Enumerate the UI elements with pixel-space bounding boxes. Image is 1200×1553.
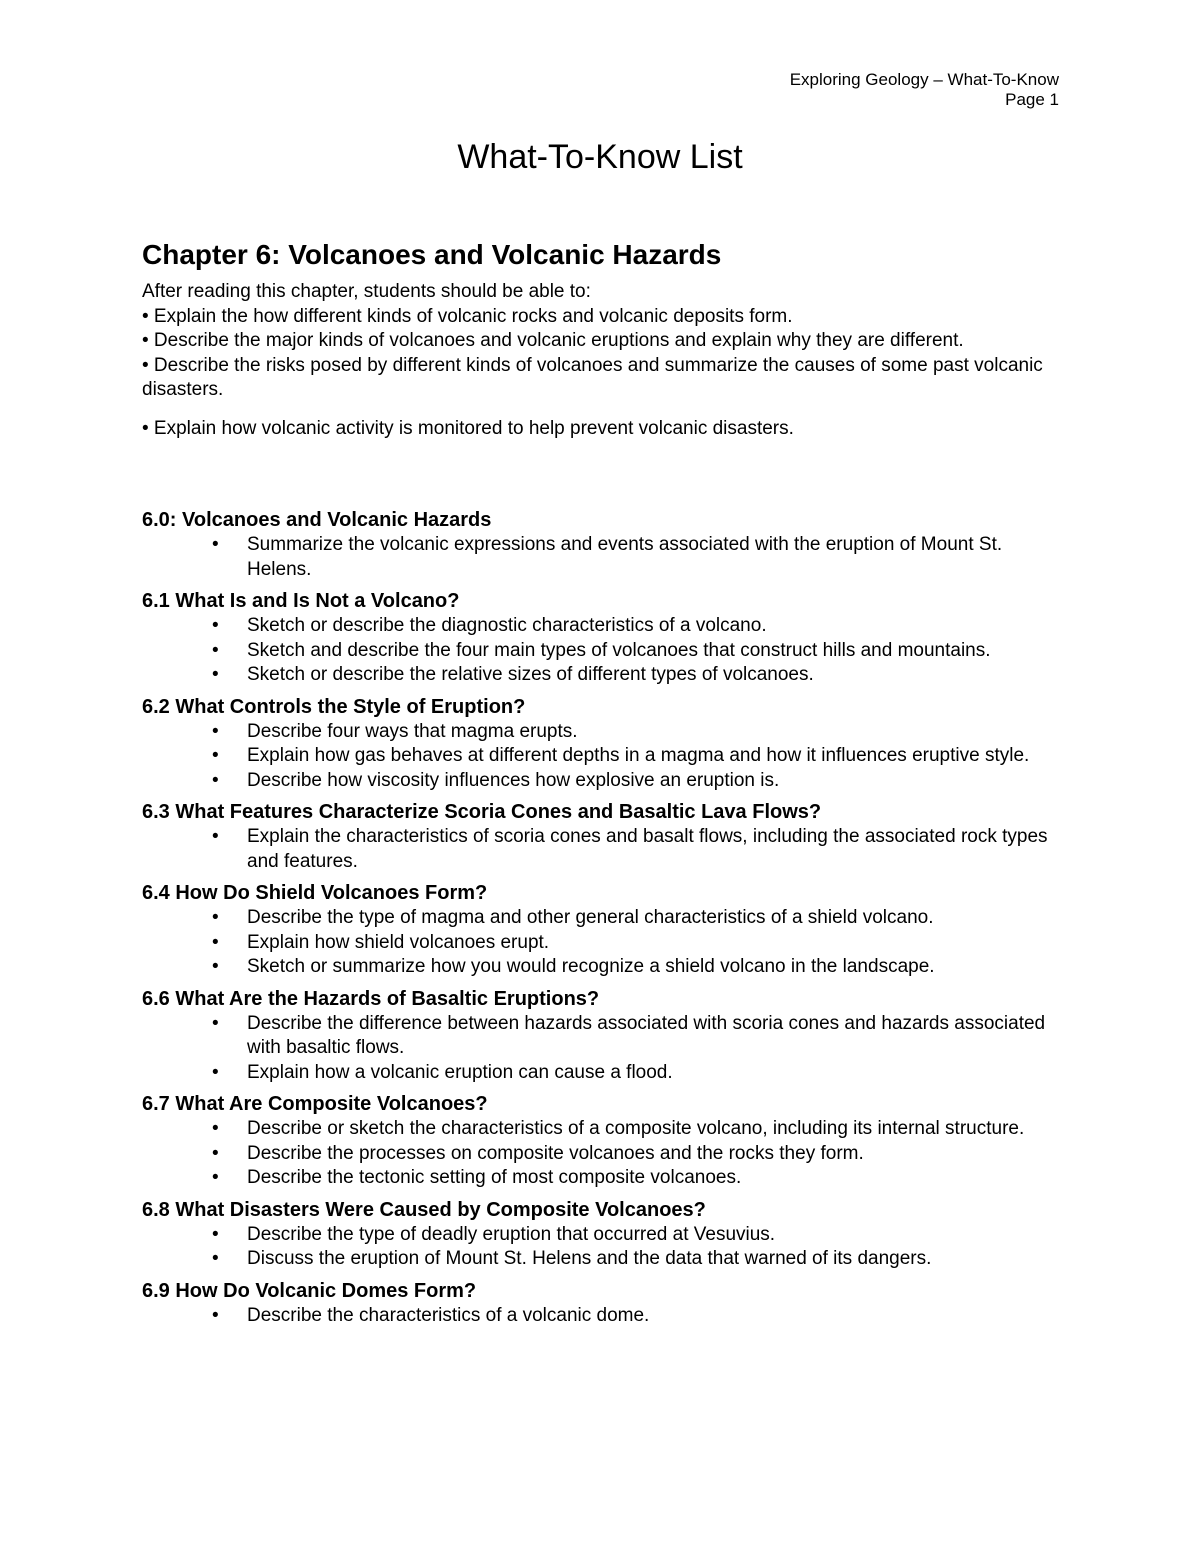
list-item [142, 906, 1062, 931]
bullet-icon: • [212, 907, 219, 928]
list-item-text: Describe the characteristics of a volcanic dome. [247, 1304, 650, 1326]
list-item [142, 1061, 1062, 1086]
list-item-text: Describe the type of deadly eruption that occurred at Vesuvius. [247, 1223, 776, 1245]
bullet-icon: • [212, 769, 219, 791]
section-heading: 6.3 What Features Characterize Scoria Cones and Basaltic Lava Flows? [142, 801, 822, 823]
bullet-icon: • [212, 639, 219, 661]
list-item-text: Sketch or summarize how you would recognize a shield volcano in the landscape. [247, 956, 935, 977]
section-heading: 6.7 What Are Composite Volcanoes? [142, 1093, 488, 1115]
section-list [142, 507, 1062, 1328]
bullet-icon: • [212, 1304, 219, 1326]
list-item [142, 825, 1062, 874]
intro-text: After reading this chapter, students should be able to: [142, 281, 591, 302]
header-title: Exploring Geology – What-To-Know [789, 70, 1059, 89]
section-bullet-list [142, 533, 1062, 582]
list-item [142, 639, 1062, 664]
bullet-icon: • [212, 1118, 219, 1139]
section-heading: 6.1 What Is and Is Not a Volcano? [142, 590, 460, 612]
list-item-text: Describe the processes on composite volcanoes and the rocks they form. [247, 1142, 864, 1164]
bullet-icon: • [212, 956, 219, 977]
list-item [142, 1223, 1062, 1248]
section-heading: 6.2 What Controls the Style of Eruption? [142, 695, 526, 718]
list-item-text: Summarize the volcanic expressions and events associated with the eruption of Mount St. Helens. [247, 534, 1003, 580]
list-item [142, 663, 1062, 688]
list-item [142, 720, 1062, 745]
bullet-icon: • [212, 615, 219, 636]
list-item-text: Sketch or describe the diagnostic characteristics of a volcano. [247, 615, 767, 636]
section-bullet-list [142, 720, 1062, 794]
chapter-intro [142, 280, 1062, 441]
bullet-icon: • [212, 745, 219, 766]
list-item [142, 614, 1062, 639]
list-item-text: Explain the characteristics of scoria cones and basalt flows, including the associated rock types and features. [247, 826, 1048, 872]
list-item-text: Describe or sketch the characteristics of a composite volcano, including its internal structure. [247, 1118, 1025, 1139]
list-item [142, 769, 1062, 794]
objective-item: • Explain how volcanic activity is monitored to help prevent volcanic disasters. [142, 417, 794, 439]
list-item [142, 1304, 1062, 1329]
bullet-icon: • [212, 1248, 219, 1269]
bullet-icon: • [212, 826, 219, 847]
document-content [142, 236, 1062, 1328]
section-heading: 6.8 What Disasters Were Caused by Composite Volcanoes? [142, 1198, 706, 1221]
objective-item: • Describe the major kinds of volcanoes and volcanic eruptions and explain why they are different. [142, 330, 964, 351]
list-item-text: Explain how gas behaves at different depths in a magma and how it influences eruptive style. [247, 745, 1030, 766]
section-bullet-list [142, 1012, 1062, 1086]
section-heading: 6.6 What Are the Hazards of Basaltic Eruptions? [142, 987, 600, 1010]
list-item [142, 1012, 1062, 1061]
bullet-icon: • [212, 1012, 219, 1034]
list-item [142, 1117, 1062, 1142]
section-bullet-list [142, 1223, 1062, 1272]
list-item [142, 1247, 1062, 1272]
list-item-text: Explain how a volcanic eruption can cause a flood. [247, 1061, 673, 1083]
bullet-icon: • [212, 1223, 219, 1245]
list-item-text: Sketch or describe the relative sizes of different types of volcanoes. [247, 664, 814, 685]
section-heading: 6.4 How Do Shield Volcanoes Form? [142, 882, 488, 904]
section-heading: 6.9 How Do Volcanic Domes Form? [142, 1279, 477, 1302]
header-page-number: Page 1 [1005, 90, 1059, 109]
list-item-text: Describe the type of magma and other general characteristics of a shield volcano. [247, 907, 934, 928]
bullet-icon: • [212, 1061, 219, 1083]
document-title: What-To-Know List [457, 138, 743, 176]
list-item-text: Explain how shield volcanoes erupt. [247, 931, 550, 953]
chapter-title: Chapter 6: Volcanoes and Volcanic Hazards [142, 239, 722, 270]
list-item-text: Describe how viscosity influences how explosive an eruption is. [247, 769, 780, 791]
objective-item: • Explain the how different kinds of volcanic rocks and volcanic deposits form. [142, 305, 793, 327]
running-header [790, 70, 1059, 110]
bullet-icon: • [212, 720, 219, 742]
section-bullet-list [142, 825, 1062, 874]
list-item-text: Discuss the eruption of Mount St. Helens and the data that warned of its dangers. [247, 1248, 932, 1269]
list-item [142, 533, 1062, 582]
list-item [142, 1166, 1062, 1191]
list-item [142, 931, 1062, 956]
list-item [142, 1142, 1062, 1167]
list-item [142, 955, 1062, 980]
bullet-icon: • [212, 664, 219, 685]
objective-item: • Describe the risks posed by different kinds of volcanoes and summarize the causes of some past volcanic disasters. [142, 354, 1043, 400]
list-item-text: Describe the difference between hazards associated with scoria cones and hazards associated with basaltic flows. [247, 1012, 1046, 1058]
list-item-text: Sketch and describe the four main types of volcanoes that construct hills and mountains. [247, 639, 991, 661]
section-bullet-list [142, 906, 1062, 980]
section-bullet-list [142, 614, 1062, 688]
section-bullet-list [142, 1117, 1062, 1191]
section-bullet-list [142, 1304, 1062, 1329]
bullet-icon: • [212, 931, 219, 953]
list-item [142, 744, 1062, 769]
list-item-text: Describe four ways that magma erupts. [247, 720, 578, 742]
bullet-icon: • [212, 534, 219, 555]
section-heading: 6.0: Volcanoes and Volcanic Hazards [142, 509, 492, 531]
list-item-text: Describe the tectonic setting of most composite volcanoes. [247, 1167, 742, 1188]
bullet-icon: • [212, 1142, 219, 1164]
bullet-icon: • [212, 1167, 219, 1188]
